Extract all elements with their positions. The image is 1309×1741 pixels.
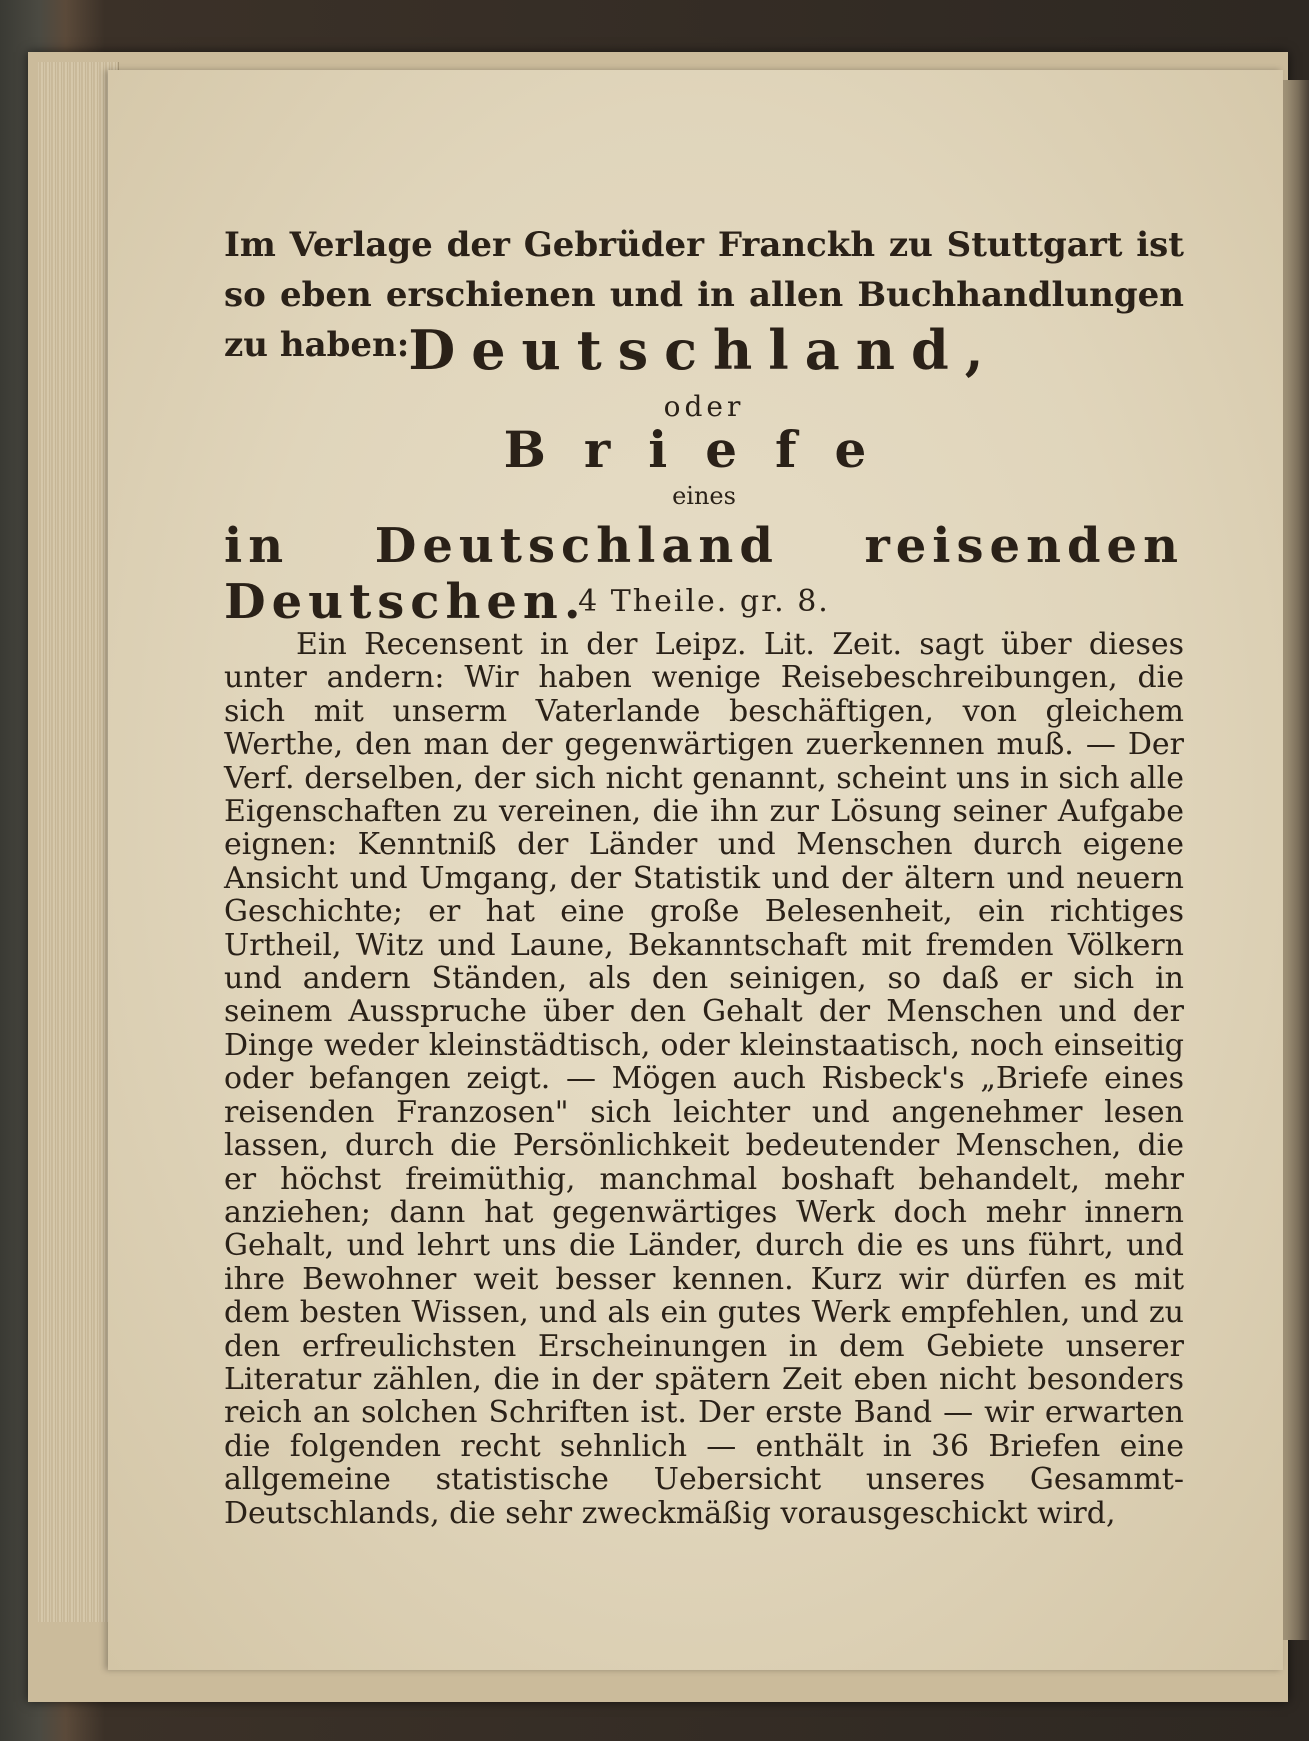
book-title: Deutschland,	[408, 318, 1000, 382]
title-conjunction: oder	[663, 390, 745, 423]
review-paragraph: Ein Recensent in der Leipz. Lit. Zeit. sagt über dieses unter andern: Wir haben wenige Reisebeschreibungen, die sich mit unserm Vaterlande beschäftigen, von gleichem Werthe, den man der gegenwärtigen zuerkennen muß. — Der Verf. derselben, der sich nicht genannt, scheint uns in sich alle Eigenschaften zu vereinen, die ihn zur Lösung seiner Aufgabe eignen: Kenntniß der Länder und Menschen durch eigene Ansicht und Umgang, der Statistik und der ältern und neuern Geschichte; er hat eine große Belesenheit, ein richtiges Urtheil, Witz und Laune, Bekanntschaft mit fremden Völkern und andern Ständen, als den seinigen, so daß er sich in seinem Ausspruche über den Gehalt der Menschen und der Dinge weder kleinstädtisch, oder kleinstaatisch, noch einseitig oder befangen zeigt. — Mögen auch Risbeck's „Briefe eines reisenden Franzosen" sich leichter und angenehmer lesen lassen, durch die Persönlichkeit bedeutender Menschen, die er höchst freimüthig, manchmal boshaft behandelt, mehr anziehen; dann hat gegenwärtiges Werk doch mehr innern Gehalt, und lehrt uns die Länder, durch die es uns führt, und ihre Bewohner weit besser kennen. Kurz wir dürfen es mit dem besten Wissen, und als ein gutes Werk empfehlen, und zu den erfreulichsten Erscheinungen in dem Gebiete unserer Literatur zählen, die in der spätern Zeit eben nicht besonders reich an solchen Schriften ist. Der erste Band — wir erwarten die folgenden recht sehnlich — enthält in 36 Briefen eine allgemeine statistische Uebersicht unseres Gesammt-Deutschlands, die sehr zweckmäßig vorausgeschickt wird,	[224, 627, 1184, 1531]
page-edges	[38, 62, 119, 1622]
publisher-notice: Im Verlage der Gebrüder Franckh zu Stuttgart ist so eben erschienen und in allen Buchhandlungen zu haben:	[224, 225, 1184, 365]
title-article: eines	[672, 482, 736, 510]
volume-info: 4 Theile. gr. 8.	[578, 584, 830, 619]
book-subtitle: in Deutschland reisenden Deutschen.	[224, 518, 1184, 630]
book-right-edge	[1282, 80, 1309, 1640]
book-title-alt: Briefe	[503, 420, 905, 479]
